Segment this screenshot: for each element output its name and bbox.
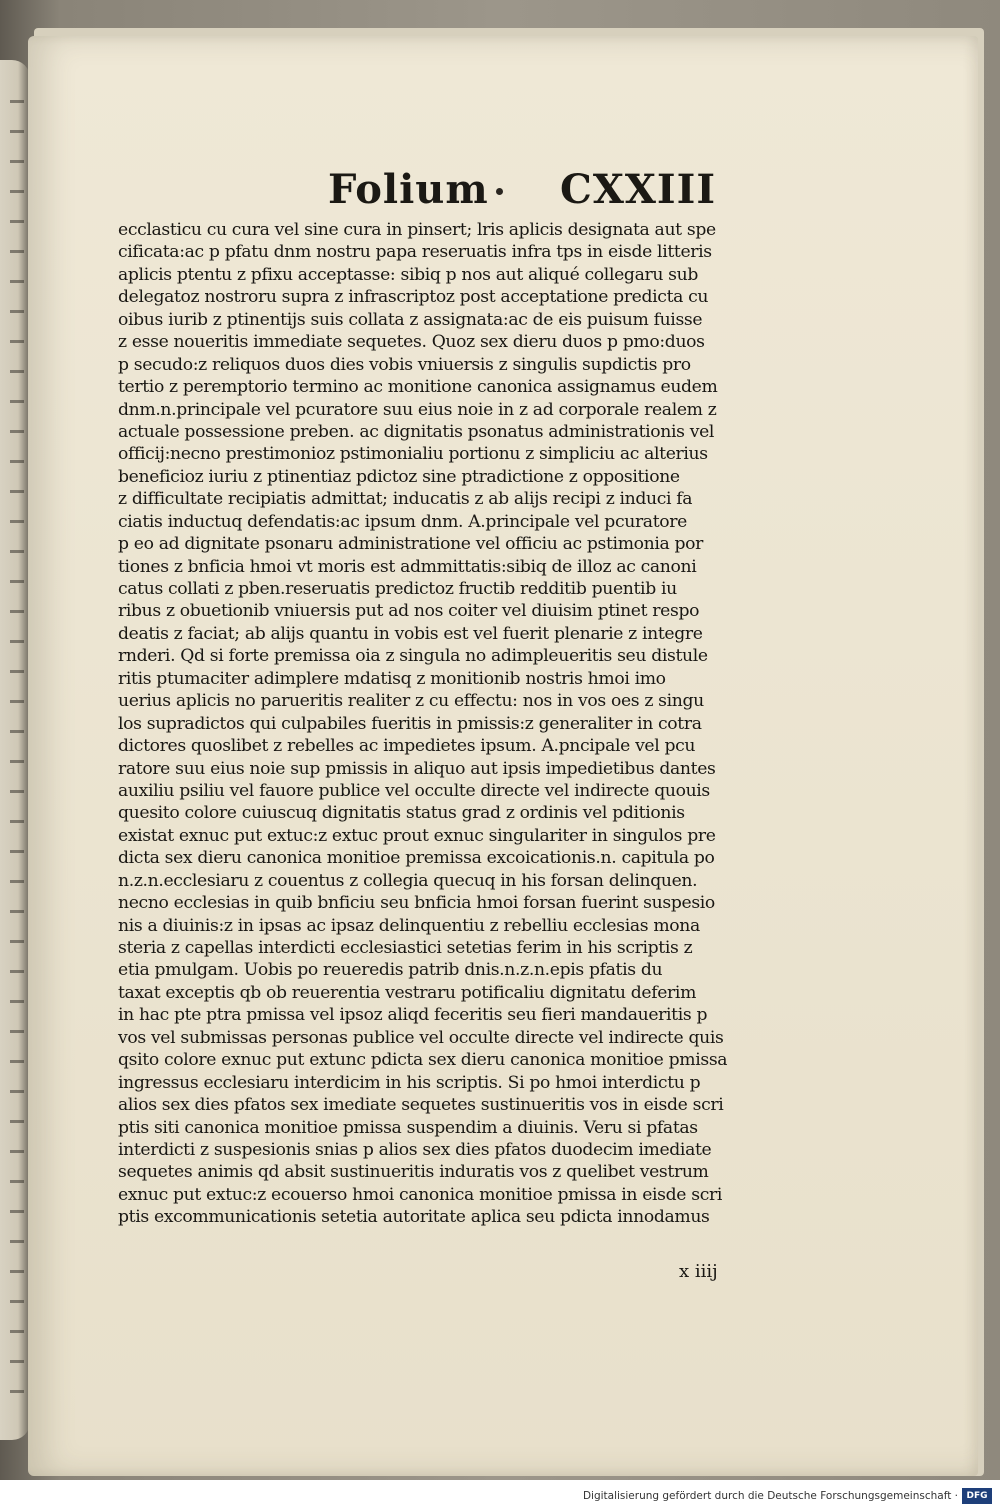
- text-line: ptis siti canonica monitioe pmissa suspendim a diuinis. Veru si pfatas: [118, 1117, 698, 1138]
- text-line: dnm.n.principale vel pcuratore suu eius noie in z ad corporale realem z: [118, 399, 717, 420]
- text-line: ecclasticu cu cura vel sine cura in pinsert; lris aplicis designata aut spe: [118, 220, 716, 240]
- text-line: actuale possessione preben. ac dignitatis psonatus administrationis vel: [118, 421, 715, 442]
- footer-credit: Digitalisierung gefördert durch die Deutsche Forschungsgemeinschaft ·: [582, 1490, 958, 1502]
- text-line: dicta sex dieru canonica monitioe premissa excoicationis.n. capitula po: [118, 848, 715, 869]
- text-line: etia pmulgam. Uobis po reueredis patrib dnis.n.z.n.epis pfatis du: [118, 960, 663, 981]
- text-line: z esse noueritis immediate sequetes. Quoz sex dieru duos p pmo:duos: [118, 332, 705, 353]
- text-line: aplicis ptentu z pfixu acceptasse: sibiq p nos aut aliqué collegaru sub: [118, 264, 699, 285]
- text-line: ritis ptumaciter adimplere mdatisq z monitionib nostris hmoi imo: [118, 668, 666, 689]
- dfg-logo: DFG: [962, 1488, 992, 1504]
- running-head-dot: [496, 188, 503, 195]
- running-head-folio-number: CXXIII: [560, 166, 717, 213]
- text-line: steria z capellas interdicti ecclesiastici setetias ferim in his scriptis z: [118, 938, 693, 958]
- text-line: ratore suu eius noie sup pmissis in aliquo aut ipsis impedietibus dantes: [118, 758, 716, 779]
- text-line: taxat exceptis qb ob reuerentia vestraru potificaliu dignitatu deferim: [118, 982, 697, 1003]
- previous-page-edge: [0, 60, 30, 1440]
- text-line: deatis z faciat; ab alijs quantu in vobis est vel fuerit plenarie z integre: [118, 623, 703, 644]
- text-line: interdicti z suspesionis snias p alios sex dies pfatos duodecim imediate: [118, 1139, 712, 1160]
- text-line: quesito colore cuiuscuq dignitatis status grad z ordinis vel pditionis: [118, 803, 685, 824]
- signature-mark: x iiij: [679, 1261, 718, 1282]
- text-line: dictores quoslibet z rebelles ac impedietes ipsum. A.pncipale vel pcu: [118, 736, 696, 757]
- text-line: qsito colore exnuc put extunc pdicta sex dieru canonica monitioe pmissa: [118, 1050, 728, 1071]
- text-line: tertio z peremptorio termino ac monitione canonica assignamus eudem: [118, 377, 718, 398]
- text-line: beneficioz iuriu z ptinentiaz pdictoz sine ptradictione z oppositione: [118, 466, 680, 487]
- text-line: cificata:ac p pfatu dnm nostru papa reseruatis infra tps in eisde litteris: [118, 242, 712, 263]
- book-page: [28, 36, 978, 1476]
- text-line: auxiliu psiliu vel fauore publice vel occulte directe vel indirecte quouis: [118, 780, 710, 801]
- footer-bar: [0, 1480, 1000, 1510]
- text-line: sequetes animis qd absit sustinueritis induratis vos z quelibet vestrum: [118, 1162, 709, 1183]
- text-line: existat exnuc put extuc:z extuc prout exnuc singulariter in singulos pre: [118, 825, 716, 846]
- running-head-folium: Folium: [328, 166, 489, 213]
- text-line: ribus z obuetionib vniuersis put ad nos coiter vel diuisim ptinet respo: [118, 601, 700, 622]
- running-head: [328, 166, 748, 226]
- text-line: tiones z bnficia hmoi vt moris est admmittatis:sibiq de illoz ac canoni: [118, 556, 697, 577]
- text-line: nis a diuinis:z in ipsas ac ipsaz delinquentiu z rebelliu ecclesias mona: [118, 915, 700, 936]
- text-line: in hac pte ptra pmissa vel ipsoz aliqd feceritis seu fieri mandaueritis p: [118, 1005, 708, 1026]
- text-line: uerius aplicis no parueritis realiter z cu effectu: nos in vos oes z singu: [118, 691, 704, 712]
- body-text: [118, 219, 798, 1229]
- text-line: ptis excommunicationis setetia autoritate aplica seu pdicta innodamus: [118, 1207, 710, 1228]
- text-line: delegatoz nostroru supra z infrascriptoz post acceptatione predicta cu: [118, 287, 709, 308]
- text-line: n.z.n.ecclesiaru z couentus z collegia quecuq in his forsan delinquen.: [118, 870, 698, 891]
- text-line: exnuc put extuc:z ecouerso hmoi canonica monitioe pmissa in eisde scri: [118, 1184, 722, 1205]
- text-line: catus collati z pben.reseruatis predictoz fructib redditib puentib iu: [118, 579, 677, 599]
- text-line: necno ecclesias in quib bnficiu seu bnficia hmoi forsan fuerint suspesio: [118, 893, 715, 914]
- text-line: vos vel submissas personas publice vel occulte directe vel indirecte quis: [118, 1027, 724, 1048]
- text-line: p secudo:z reliquos duos dies vobis vniuersis z singulis supdictis pro: [118, 354, 691, 375]
- text-line: rnderi. Qd si forte premissa oia z singula no adimpleueritis seu distule: [118, 646, 708, 667]
- text-line: los supradictos qui culpabiles fueritis in pmissis:z generaliter in cotra: [118, 713, 702, 734]
- text-line: p eo ad dignitate psonaru administratione vel officiu ac pstimonia por: [118, 534, 704, 555]
- text-line: officij:necno prestimonioz pstimonialiu portionu z simpliciu ac alterius: [118, 444, 708, 465]
- text-line: ciatis inductuq defendatis:ac ipsum dnm. A.principale vel pcuratore: [118, 511, 687, 532]
- text-line: ingressus ecclesiaru interdicim in his scriptis. Si po hmoi interdictu p: [118, 1072, 701, 1093]
- text-line: z difficultate recipiatis admittat; inducatis z ab alijs recipi z induci fa: [118, 489, 693, 510]
- text-line: oibus iurib z ptinentijs suis collata z assignata:ac de eis puisum fuisse: [118, 309, 703, 330]
- text-line: alios sex dies pfatos sex imediate sequetes sustinueritis vos in eisde scri: [118, 1095, 724, 1116]
